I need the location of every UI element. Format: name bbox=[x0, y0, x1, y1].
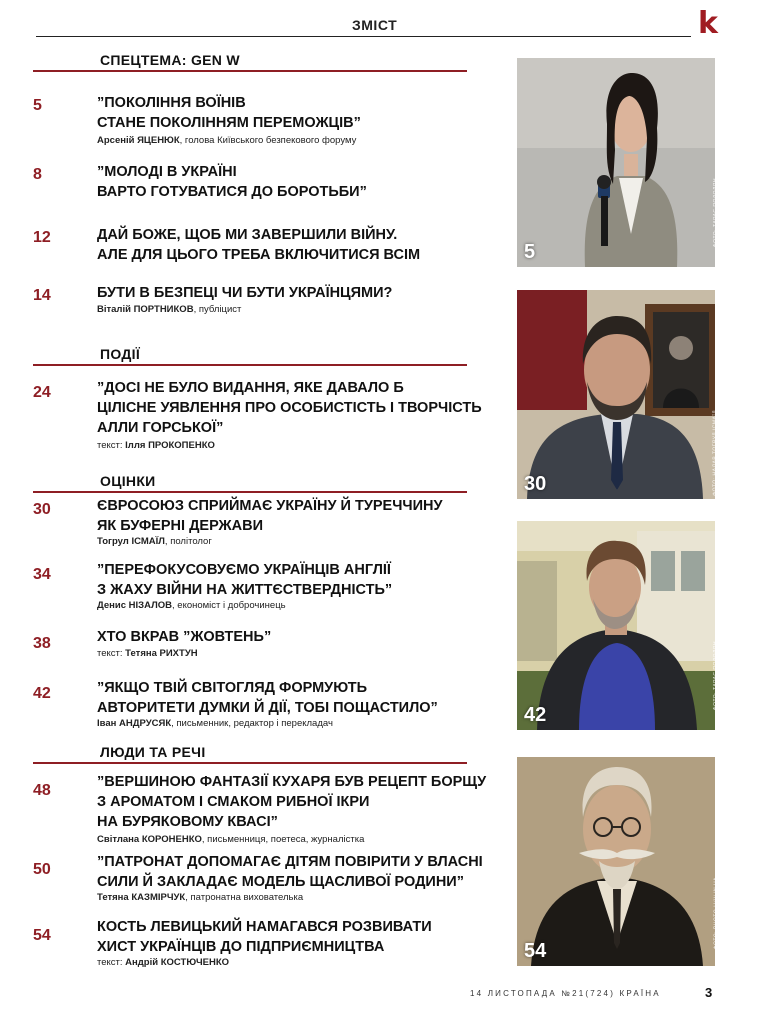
headline-line: АЛЕ ДЛЯ ЦЬОГО ТРЕБА ВКЛЮЧИТИСЯ ВСІМ bbox=[97, 247, 421, 263]
headline-line: ”ПОКОЛІННЯ ВОЇНІВ bbox=[97, 95, 246, 111]
author-name: Арсеній ЯЦЕНЮК bbox=[97, 135, 180, 146]
toc-headline[interactable] bbox=[97, 917, 432, 957]
toc-page-number[interactable]: 8 bbox=[33, 166, 42, 183]
author-name: Денис НІЗАЛОВ bbox=[97, 600, 173, 611]
photo-credit: ФОТО: НАДАВ ТОГРУЛ ІСМАЇЛ bbox=[713, 410, 719, 496]
author-role: , політолог bbox=[164, 536, 212, 547]
toc-page-number[interactable]: 42 bbox=[33, 685, 51, 702]
toc-headline[interactable] bbox=[97, 93, 361, 133]
section-label-special-topic: СПЕЦТЕМА: GEN W bbox=[100, 52, 240, 68]
author-role: , економіст і доброчинець bbox=[172, 600, 286, 611]
byline-prefix: текст: bbox=[97, 957, 126, 968]
toc-byline bbox=[97, 718, 333, 729]
toc-headline[interactable] bbox=[97, 852, 483, 892]
toc-headline[interactable] bbox=[97, 496, 443, 536]
headline-line: АВТОРИТЕТИ ДУМКИ Й ДІЇ, ТОБІ ПОЩАСТИЛО” bbox=[97, 700, 438, 716]
toc-byline bbox=[97, 600, 286, 611]
header-rule bbox=[36, 36, 691, 37]
headline-line: ДАЙ БОЖЕ, ЩОБ МИ ЗАВЕРШИЛИ ВІЙНУ. bbox=[97, 227, 398, 243]
headline-line: ЦІЛІСНЕ УЯВЛЕННЯ ПРО ОСОБИСТІСТЬ І ТВОРЧІСТЬ bbox=[97, 400, 482, 416]
headline-line: ”ВЕРШИНОЮ ФАНТАЗІЇ КУХАРЯ БУВ РЕЦЕПТ БОРЩУ bbox=[97, 774, 487, 790]
toc-headline[interactable] bbox=[97, 283, 392, 303]
photo-man-speaking[interactable] bbox=[517, 290, 719, 499]
toc-headline[interactable] bbox=[97, 627, 271, 647]
photo-page-number: 54 bbox=[524, 940, 547, 962]
author-name: Ілля ПРОКОПЕНКО bbox=[125, 440, 215, 451]
headline-line: КОСТЬ ЛЕВИЦЬКИЙ НАМАГАВСЯ РОЗВИВАТИ bbox=[97, 919, 432, 935]
author-name: Світлана КОРОНЕНКО bbox=[97, 834, 202, 845]
toc-headline[interactable] bbox=[97, 678, 438, 718]
toc-page-number[interactable]: 38 bbox=[33, 635, 51, 652]
photo-credit: ФОТО: ТАРАС ПОДОЛЯН bbox=[713, 178, 719, 248]
toc-headline[interactable] bbox=[97, 378, 482, 438]
toc-byline bbox=[97, 536, 212, 547]
section-label-assessments: ОЦІНКИ bbox=[100, 473, 156, 489]
toc-page-number[interactable]: 34 bbox=[33, 566, 51, 583]
author-role: , публіцист bbox=[193, 304, 242, 315]
headline-line: ВАРТО ГОТУВАТИСЯ ДО БОРОТЬБИ” bbox=[97, 184, 367, 200]
toc-headline[interactable] bbox=[97, 560, 392, 600]
headline-line: З ЖАХУ ВІЙНИ НА ЖИТТЄСТВЕРДНІСТЬ” bbox=[97, 582, 393, 598]
headline-line: СИЛИ Й ЗАКЛАДАЄ МОДЕЛЬ ЩАСЛИВОЇ РОДИНИ” bbox=[97, 874, 464, 890]
toc-page-number[interactable]: 12 bbox=[33, 229, 51, 246]
author-role: , патронатна вихователька bbox=[185, 892, 304, 903]
photo-credit: ФОТО: ТАРАС ПОДОЛЯН bbox=[713, 641, 719, 711]
author-name: Тетяна КАЗМІРЧУК bbox=[97, 892, 186, 903]
toc-page-number[interactable]: 14 bbox=[33, 287, 51, 304]
toc-page-number[interactable]: 24 bbox=[33, 384, 51, 401]
headline-line: ”МОЛОДІ В УКРАЇНІ bbox=[97, 164, 237, 180]
author-name: Тетяна РИХТУН bbox=[125, 648, 198, 659]
author-role: , письменник, редактор і перекладач bbox=[171, 718, 333, 729]
toc-byline bbox=[97, 440, 215, 451]
headline-line: З АРОМАТОМ І СМАКОМ РИБНОЇ ІКРИ bbox=[97, 794, 370, 810]
headline-line: АЛЛИ ГОРСЬКОЇ” bbox=[97, 420, 224, 436]
toc-byline bbox=[97, 304, 241, 315]
author-name: Тогрул ІСМАЇЛ bbox=[97, 536, 165, 547]
toc-byline bbox=[97, 135, 356, 146]
footer-issue-info: 14 ЛИСТОПАДА №21(724) КРАЇНА bbox=[470, 989, 661, 998]
headline-line: БУТИ В БЕЗПЕЦІ ЧИ БУТИ УКРАЇНЦЯМИ? bbox=[97, 285, 393, 301]
toc-byline bbox=[97, 892, 303, 903]
toc-page-number[interactable]: 5 bbox=[33, 97, 42, 114]
section-rule bbox=[33, 70, 467, 72]
author-name: Віталій ПОРТНИКОВ bbox=[97, 304, 194, 315]
photo-woman-with-microphone[interactable] bbox=[517, 58, 719, 267]
headline-line: ”ЯКЩО ТВІЙ СВІТОГЛЯД ФОРМУЮТЬ bbox=[97, 680, 368, 696]
headline-line: СТАНЕ ПОКОЛІННЯМ ПЕРЕМОЖЦІВ” bbox=[97, 115, 361, 131]
page-title: ЗМІСТ bbox=[352, 17, 398, 33]
toc-byline bbox=[97, 648, 198, 659]
section-rule bbox=[33, 762, 467, 764]
headline-line: ХТО ВКРАВ ”ЖОВТЕНЬ” bbox=[97, 629, 272, 645]
headline-line: ”ДОСІ НЕ БУЛО ВИДАННЯ, ЯКЕ ДАВАЛО Б bbox=[97, 380, 404, 396]
headline-line: НА БУРЯКОВОМУ КВАСІ” bbox=[97, 814, 278, 830]
author-role: , письменниця, поетеса, журналістка bbox=[201, 834, 365, 845]
headline-line: ХИСТ УКРАЇНЦІВ ДО ПІДПРИЄМНИЦТВА bbox=[97, 939, 385, 955]
photo-page-number: 5 bbox=[524, 241, 536, 263]
toc-byline bbox=[97, 957, 229, 968]
photo-historic-portrait[interactable] bbox=[517, 757, 719, 966]
toc-byline bbox=[97, 834, 364, 845]
byline-prefix: текст: bbox=[97, 648, 126, 659]
section-label-people-and-things: ЛЮДИ ТА РЕЧІ bbox=[100, 744, 206, 760]
toc-headline[interactable] bbox=[97, 225, 420, 265]
magazine-logo: k bbox=[698, 6, 718, 41]
toc-page-number[interactable]: 30 bbox=[33, 501, 51, 518]
author-name: Іван АНДРУСЯК bbox=[97, 718, 172, 729]
section-label-events: ПОДІЇ bbox=[100, 346, 140, 362]
photo-credit: ФОТО: PHOTO-LVIV.IN.UA bbox=[713, 877, 719, 950]
toc-page-number[interactable]: 48 bbox=[33, 782, 51, 799]
page-number: 3 bbox=[705, 985, 713, 1000]
toc-page-number[interactable]: 54 bbox=[33, 927, 51, 944]
author-name: Андрій КОСТЮЧЕНКО bbox=[125, 957, 230, 968]
toc-headline[interactable] bbox=[97, 162, 367, 202]
toc-page-number[interactable]: 50 bbox=[33, 861, 51, 878]
photo-page-number: 42 bbox=[524, 704, 547, 726]
headline-line: ”ПЕРЕФОКУСОВУЄМО УКРАЇНЦІВ АНГЛІЇ bbox=[97, 562, 391, 578]
headline-line: ЄВРОСОЮЗ СПРИЙМАЄ УКРАЇНУ Й ТУРЕЧЧИНУ bbox=[97, 498, 443, 514]
toc-headline[interactable] bbox=[97, 772, 486, 832]
photo-man-in-blue-sweater[interactable] bbox=[517, 521, 719, 730]
section-rule bbox=[33, 364, 467, 366]
headline-line: ЯК БУФЕРНІ ДЕРЖАВИ bbox=[97, 518, 264, 534]
author-role: , голова Київського безпекового форуму bbox=[179, 135, 357, 146]
byline-prefix: текст: bbox=[97, 440, 126, 451]
photo-page-number: 30 bbox=[524, 473, 547, 495]
headline-line: ”ПАТРОНАТ ДОПОМАГАЄ ДІТЯМ ПОВІРИТИ У ВЛАСНІ bbox=[97, 854, 483, 870]
section-rule bbox=[33, 491, 467, 493]
